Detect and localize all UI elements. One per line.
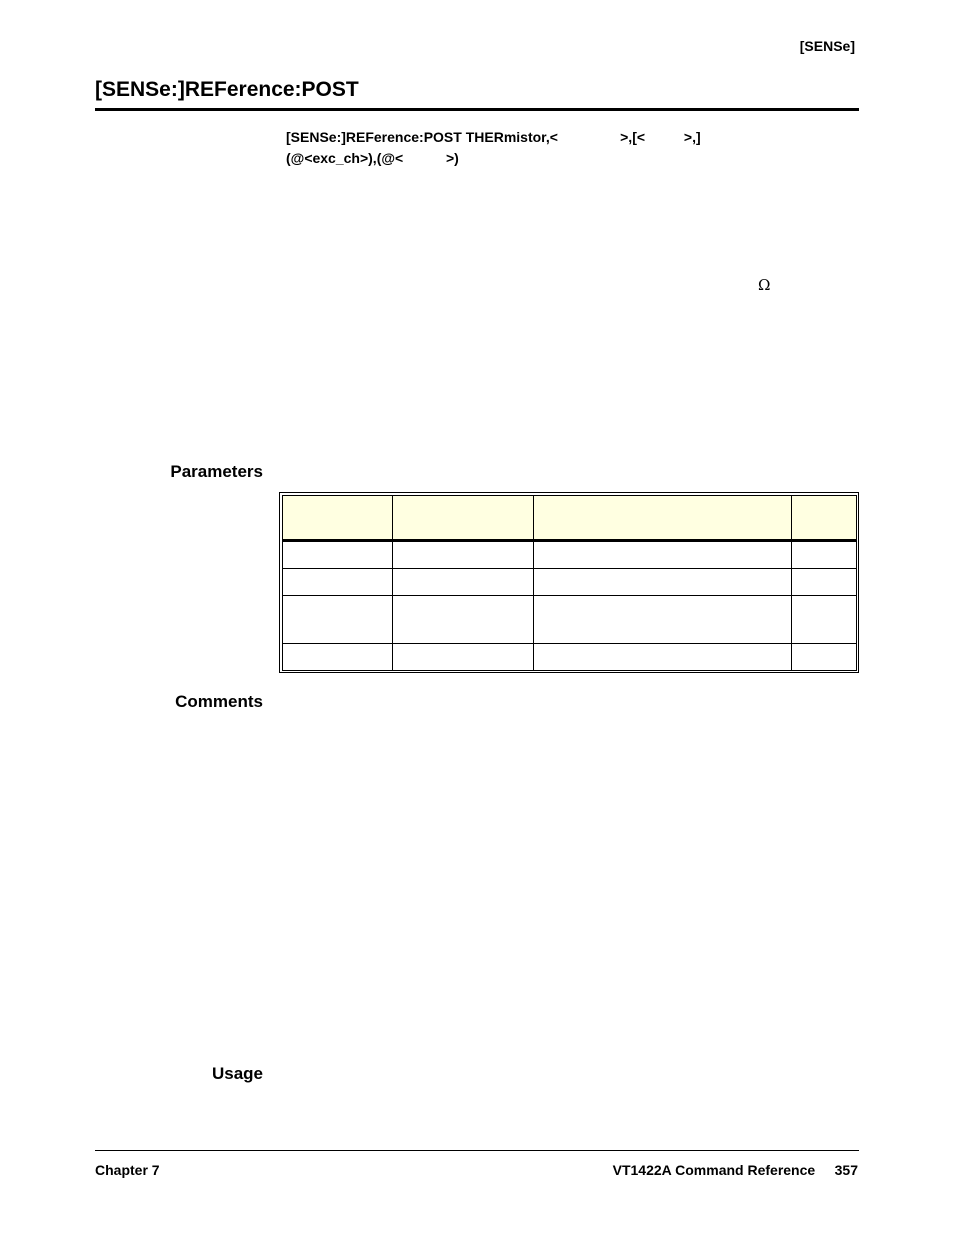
table-cell xyxy=(283,541,393,569)
table-cell xyxy=(283,644,393,671)
table-header-cell xyxy=(283,496,393,541)
table-cell xyxy=(792,596,857,644)
comments-heading: Comments xyxy=(175,692,263,711)
page-title: [SENSe:]REFerence:POST xyxy=(95,78,359,101)
footer-reference xyxy=(613,1162,858,1178)
usage-heading: Usage xyxy=(211,1064,263,1083)
table-cell xyxy=(393,569,534,596)
table-header-cell xyxy=(534,496,792,541)
table-cell xyxy=(283,596,393,644)
table-cell xyxy=(393,596,534,644)
table-cell xyxy=(393,541,534,569)
footer-divider xyxy=(95,1150,859,1151)
footer-chapter: Chapter 7 xyxy=(95,1162,160,1178)
footer-reference-title: VT1422A Command Reference xyxy=(612,1162,816,1178)
table-cell xyxy=(534,569,792,596)
command-syntax-line-1: [SENSe:]REFerence:POST THERmistor,< >,[< >,] xyxy=(286,129,701,145)
table-row xyxy=(283,569,857,596)
table-row xyxy=(283,644,857,671)
table-cell xyxy=(792,569,857,596)
table-cell xyxy=(792,644,857,671)
table-row xyxy=(283,596,857,644)
running-header: [SENSe] xyxy=(799,38,855,54)
table-cell xyxy=(792,541,857,569)
table-header-cell xyxy=(792,496,857,541)
table-cell xyxy=(393,644,534,671)
table-header-row xyxy=(283,496,857,541)
table-cell xyxy=(534,644,792,671)
parameters-table xyxy=(279,492,859,673)
command-syntax-line-2: (@<exc_ch>),(@< >) xyxy=(286,150,459,166)
table-cell xyxy=(283,569,393,596)
table-row xyxy=(283,541,857,569)
table-header-cell xyxy=(393,496,534,541)
omega-symbol: Ω xyxy=(758,276,771,294)
table-cell xyxy=(534,541,792,569)
title-divider xyxy=(95,108,859,111)
parameters-heading: Parameters xyxy=(170,462,263,481)
table-cell xyxy=(534,596,792,644)
page-number: 357 xyxy=(834,1162,858,1178)
